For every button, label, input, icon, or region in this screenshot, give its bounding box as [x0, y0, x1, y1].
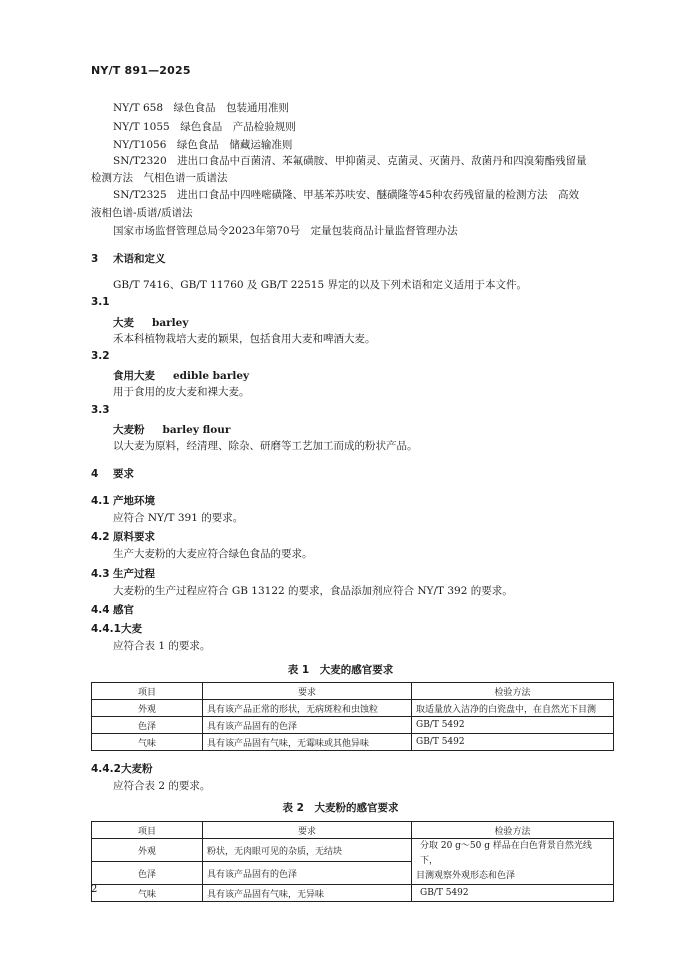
table-cell: 气味: [92, 734, 203, 751]
subsection-heading: [91, 761, 153, 776]
table-cell: 取适量放入洁净的白瓷盘中，在自然光下目测: [412, 700, 614, 717]
section-heading: [91, 466, 134, 481]
subsection-heading: [91, 566, 155, 581]
section-title: 产地环境: [113, 495, 155, 507]
section-title: 大麦: [121, 623, 142, 635]
term-entry: [113, 315, 188, 330]
table-row: [92, 717, 614, 734]
paragraph: GB/T 7416、GB/T 11760 及 GB/T 22515 界定的以及下列术语和定义适用于本文件。: [113, 279, 527, 291]
section-number: 4: [91, 468, 99, 480]
table-cell: GB/T 5492: [412, 717, 614, 734]
term-number: 3.2: [91, 350, 110, 362]
table-cell: 具有该产品固有的色泽: [203, 862, 412, 885]
table-cell: 具有该产品固有气味，无异味: [203, 885, 412, 902]
section-number: 4.2: [91, 531, 110, 543]
term-entry: [113, 368, 249, 383]
section-number: 4.3: [91, 568, 110, 580]
table-cell: 外观: [92, 839, 203, 862]
paragraph: 大麦粉的生产过程应符合 GB 13122 的要求，食品添加剂应符合 NY/T 392 的要求。: [113, 585, 513, 597]
paragraph: 应符合 NY/T 391 的要求。: [113, 512, 244, 524]
section-title: 要求: [113, 468, 134, 480]
table-cell: 外观: [92, 700, 203, 717]
ref-line: SN/T2320 进出口食品中百菌清、苯氟磺胺、甲抑菌灵、克菌灵、灭菌丹、敌菌丹和四溴菊酯残留量: [113, 155, 587, 167]
paragraph: 生产大麦粉的大麦应符合绿色食品的要求。: [113, 548, 313, 560]
term-zh: 大麦: [113, 317, 134, 329]
term-zh: 大麦粉: [113, 424, 145, 436]
column-header: 检验方法: [412, 683, 614, 700]
table-cell: GB/T 5492: [412, 734, 614, 751]
ref-line: NY/T 1055 绿色食品 产品检验规则: [113, 121, 296, 133]
term-number: 3.1: [91, 296, 110, 308]
table-cell: 具有该产品正常的形状，无病斑粒和虫蚀粒: [203, 700, 412, 717]
section-title: 大麦粉: [121, 763, 153, 775]
term-definition: 用于食用的皮大麦和裸大麦。: [113, 386, 250, 398]
table-cell: GB/T 5492: [412, 885, 614, 902]
ref-line: 液相色谱-质谱/质谱法: [91, 207, 193, 219]
section-title: 原料要求: [113, 531, 155, 543]
ref-line: 国家市场监督管理总局令2023年第70号 定量包装商品计量监督管理办法: [113, 225, 458, 237]
subsection-heading: [91, 493, 155, 508]
ref-line: SN/T2325 进出口食品中四唑嘧磺隆、甲基苯苏呋安、醚磺隆等45种农药残留量的检测方法 高效: [113, 189, 580, 201]
section-number: 4.1: [91, 495, 110, 507]
term-number: 3.3: [91, 404, 110, 416]
table-cell: 色泽: [92, 717, 203, 734]
table-header-row: [92, 822, 614, 839]
term-definition: 禾本科植物栽培大麦的颖果，包括食用大麦和啤酒大麦。: [113, 333, 376, 345]
table-cell: 具有该产品固有气味，无霉味或其他异味: [203, 734, 412, 751]
table-cell-merged: [412, 839, 614, 885]
document-id-header: NY/T 891—2025: [91, 64, 191, 77]
column-header: 要求: [203, 822, 412, 839]
column-header: 项目: [92, 822, 203, 839]
paragraph: 应符合表 2 的要求。: [113, 780, 211, 792]
table-cell: 气味: [92, 885, 203, 902]
table-row: [92, 839, 614, 862]
table-row: [92, 885, 614, 902]
table-cell: 粉状，无肉眼可见的杂质，无结块: [203, 839, 412, 862]
ref-line: NY/T 658 绿色食品 包装通用准则: [113, 102, 290, 114]
column-header: 要求: [203, 683, 412, 700]
table-caption: 表 2 大麦粉的感官要求: [282, 802, 399, 814]
subsection-heading: [91, 621, 142, 636]
term-en: barley: [152, 317, 189, 329]
column-header: 项目: [92, 683, 203, 700]
term-zh: 食用大麦: [113, 370, 155, 382]
section-title: 感官: [113, 604, 134, 616]
table-header-row: [92, 683, 614, 700]
subsection-heading: [91, 529, 155, 544]
section-title: 生产过程: [113, 568, 155, 580]
table-row: [92, 734, 614, 751]
term-entry: [113, 422, 230, 437]
subsection-heading: [91, 602, 134, 617]
section-number: 4.4.1: [91, 623, 121, 635]
table-2: [91, 821, 614, 902]
table-cell: 色泽: [92, 862, 203, 885]
table-caption: 表 1 大麦的感官要求: [287, 664, 394, 676]
section-number: 4.4.2: [91, 763, 121, 775]
section-number: 3: [91, 253, 99, 265]
method-line: 目测观察外观形态和色泽: [416, 871, 516, 881]
paragraph: 应符合表 1 的要求。: [113, 640, 211, 652]
page-number: 2: [91, 884, 98, 895]
table-1: [91, 682, 614, 751]
method-line: 分取 20 g～50 g 样品在白色背景自然光线下，: [420, 841, 592, 866]
term-en: edible barley: [173, 370, 250, 382]
section-number: 4.4: [91, 604, 110, 616]
table-row: [92, 700, 614, 717]
term-en: barley flour: [162, 424, 231, 436]
column-header: 检验方法: [412, 822, 614, 839]
term-definition: 以大麦为原料，经清理、除杂、研磨等工艺加工而成的粉状产品。: [113, 440, 418, 452]
table-cell: 具有该产品固有的色泽: [203, 717, 412, 734]
ref-line: 检测方法 气相色谱一质谱法: [91, 172, 228, 184]
section-heading: [91, 251, 166, 266]
section-title: 术语和定义: [113, 253, 166, 265]
ref-line: NY/T1056 绿色食品 储藏运输准则: [113, 139, 293, 151]
